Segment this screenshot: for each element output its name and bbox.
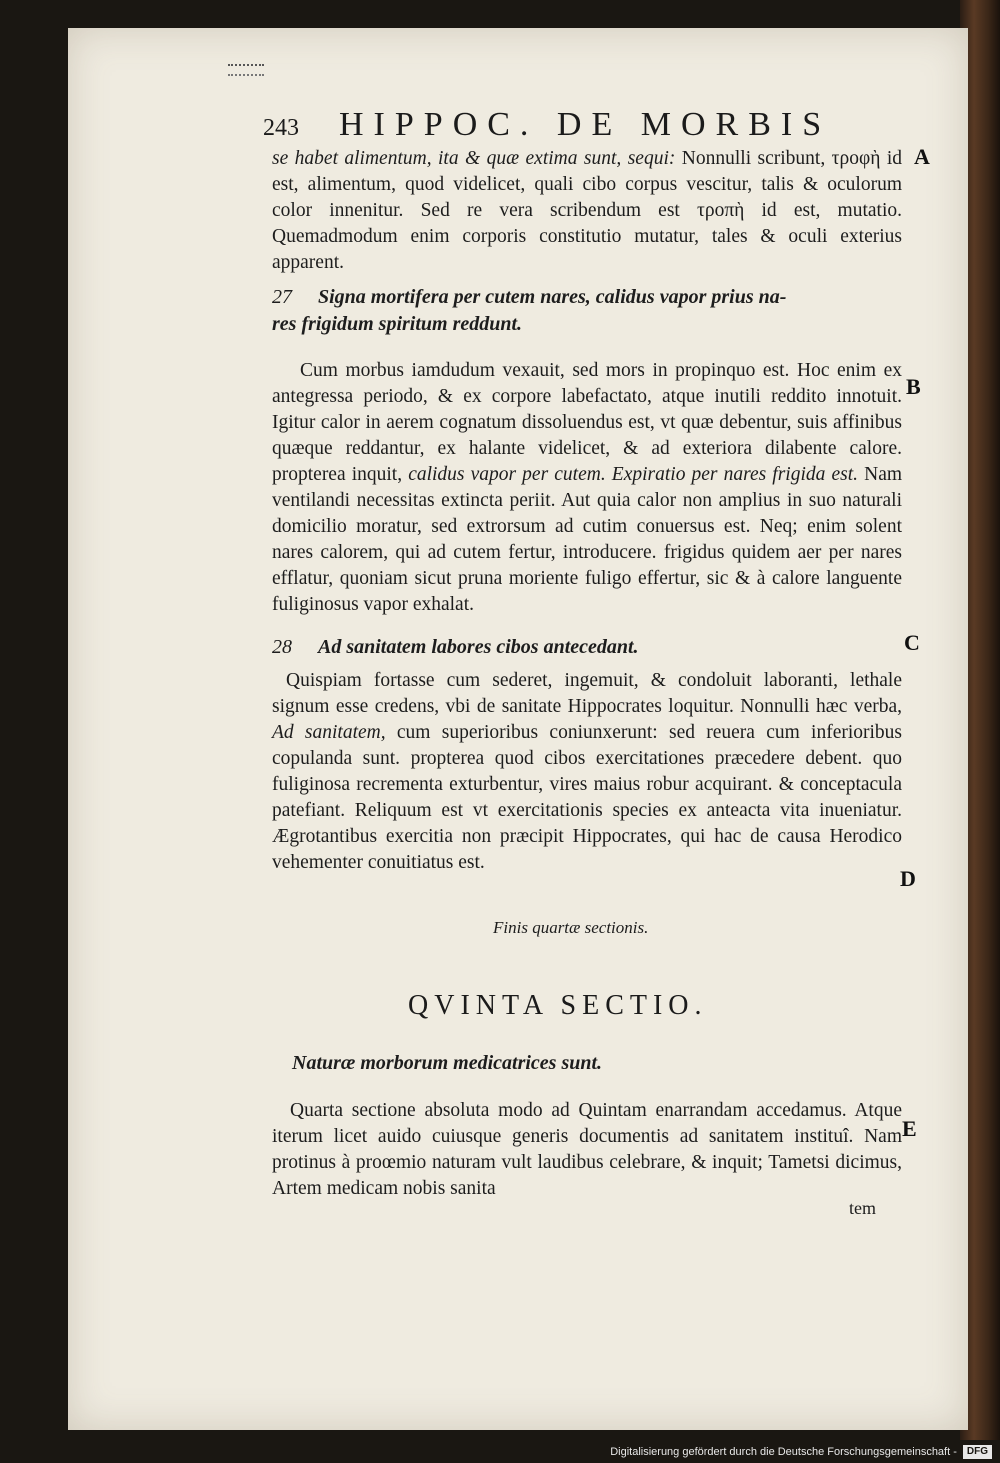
commentary-block-1 xyxy=(272,146,902,276)
margin-letter-e: E xyxy=(902,1116,917,1141)
catchword: tem xyxy=(849,1198,876,1218)
margin-ornament xyxy=(228,64,264,76)
aphorism-28-text: Ad sanitatem labores cibos antecedant. xyxy=(318,636,639,658)
commentary-block-3 xyxy=(272,668,902,876)
margin-letter-d: D xyxy=(900,866,916,891)
aphorism-28 xyxy=(272,634,932,661)
section-5-text: Quarta sectione absoluta modo ad Quintam enarrandam accedamus. Atque iterum licet auido cuiusque generis documentis ad sanitatem instituî. Nam protinus à proœmio naturam vult laudibus celebrare, & inquit; Tametsi dicimus, Artem medicam nobis sanita xyxy=(272,1100,902,1199)
running-title: HIPPOC. DE MORBIS xyxy=(339,106,832,143)
digitization-credit xyxy=(610,1445,992,1459)
section-title: QVINTA SECTIO. xyxy=(408,990,708,1021)
running-head xyxy=(263,106,863,144)
aphorism-27 xyxy=(272,284,932,338)
block2-text-1: Cum morbus iamdudum vexauit, sed mors in propinquo est. Hoc enim ex antegressa periodo, & ex corpore labefactato, atque inutili reddito innotuit. Igitur calor in aerem cognatum dissoluendus est, vt quæ debentur, suis affinibus quæque reddantur, ex halante videlicet, & ad exteriora dilabente calore. propterea inquit, xyxy=(272,360,902,485)
block3-text-2: cum superioribus coniunxerunt: sed reuera cum inferioribus copulanda sunt. propterea quod cibos exercitationes præcedere debent. quo fuliginosa recrementa exturbentur, vires maius robur acquirant. & conceptacula patefiant. Reliquum est vt exercitationis species ex anteacta vita inueniatur. Ægrotantibus exercitia non præcipit Hippocrates, qui hac de causa Herodico vehementer conuitiatus est. xyxy=(272,722,903,873)
finis-line: Finis quartæ sectionis. xyxy=(493,918,649,937)
margin-letter-a: A xyxy=(914,144,930,169)
commentary-block-4 xyxy=(272,1098,902,1202)
block2-text-2: Nam ventilandi necessitas extincta periit. Aut quia calor non amplius in suo naturali domicilio moratur, sed extrorsum ad cutim conuersus est. Neq; enim solent nares calorem, qui ad cutem fertur, introducere. frigidus quidem aer per nares efflatur, quoniam sicut pruna moriente fuligo effertur, sic & à calore languente fuliginosus vapor exhalat. xyxy=(272,464,903,615)
aphorism-27-number: 27 xyxy=(272,286,292,308)
block1-italic: se habet alimentum, ita & quæ extima sunt, sequi: xyxy=(272,148,676,169)
margin-letter-b: B xyxy=(906,374,921,399)
margin-letter-c: C xyxy=(904,630,920,655)
aphorism-28-number: 28 xyxy=(272,636,292,658)
aphorism-27-line2: res frigidum spiritum reddunt. xyxy=(272,313,523,335)
block3-text-1: Quispiam fortasse cum sederet, ingemuit, & condoluit laboranti, lethale signum esse credens, vbi de sanitate Hippocrates loquitur. Nonnulli hæc verba, xyxy=(272,670,902,717)
credit-text: Digitalisierung gefördert durch die Deutsche Forschungsgemeinschaft - xyxy=(610,1446,957,1458)
aphorism-27-line1: Signa mortifera per cutem nares, calidus vapor prius na- xyxy=(318,286,787,308)
commentary-block-2 xyxy=(272,358,902,618)
block2-italic: calidus vapor per cutem. Expiratio per nares frigida est. xyxy=(408,464,859,485)
section-5-aphorism xyxy=(292,1050,952,1077)
block3-italic: Ad sanitatem, xyxy=(272,722,386,743)
page-number: 243 xyxy=(263,115,299,141)
block1-text: Nonnulli scribunt, τροφὴ id est, alimentum, quod videlicet, quali cibo corpus vescitur, talis & oculorum color innenitur. Sed re vera scribendum est τροπὴ id est, mutatio. Quemadmodum enim corporis constitutio mutatur, tales & oculi exterius apparent. xyxy=(272,148,902,273)
dfg-logo: DFG xyxy=(963,1445,992,1459)
section-5-aphorism-text: Naturæ morborum medicatrices sunt. xyxy=(292,1052,603,1074)
book-page xyxy=(68,28,968,1430)
